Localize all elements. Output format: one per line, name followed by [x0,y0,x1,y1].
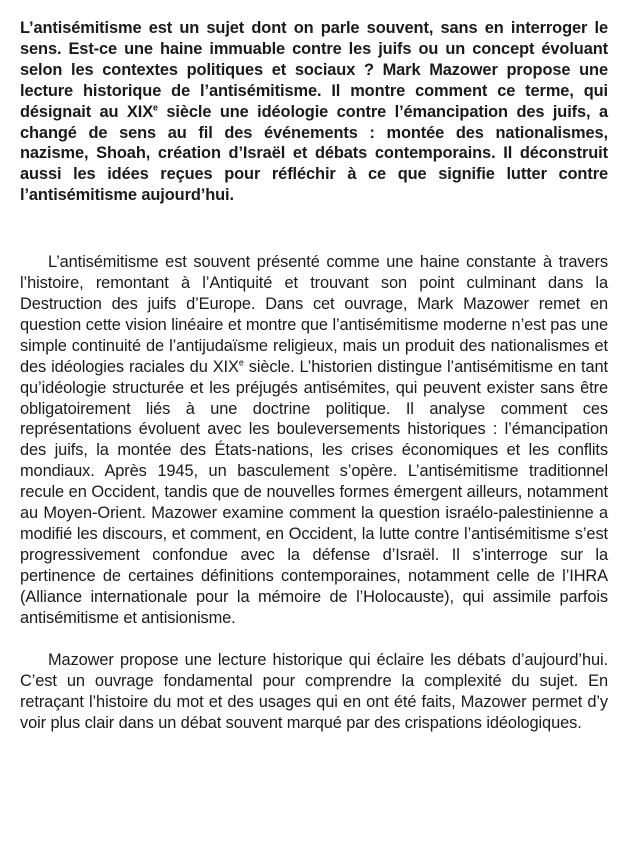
paragraph-1-text-part-1: L’antisémitisme est souvent présenté comme une haine constante à travers l’histoire, remontant à l’Antiquité et trouvant son point culminant dans la Destruction des juifs d’Europe. Dans cet ouvrage, Mark Mazower remet en question cette vision linéaire et montre que l’antisémitisme moderne n’est pas une simple continuité de l’antijudaïsme religieux, mais un produit des nationalismes et des idéologies raciales du XIX [20,253,608,376]
paragraph-1-text-part-2: siècle. L’historien distingue l’antisémitisme en tant qu’idéologie structurée et les préjugés antisémites, qui peuvent exister sans être obligatoirement liés à une doctrine politique. Il analyse comment ces représentations évoluent avec les bouleversements historiques : l’émancipation des juifs, la montée des États-nations, les crises économiques et les conflits mondiaux. Après 1945, un basculement s’opère. L’antisémitisme traditionnel recule en Occident, tandis que de nouvelles formes émergent ailleurs, notamment au Moyen-Orient. Mazower examine comment la question israélo-palestinienne a modifié les discours, et comment, en Occident, la lutte contre l’antisémitisme s’est progressivement confondue avec la défense d’Israël. Il s’interroge sur la pertinence de certaines définitions contemporaines, notamment celle de l’IHRA (Alliance internationale pour la mémoire de l’Holocauste), qui assimile parfois antisémitisme et antisionisme. [20,357,608,627]
intro-text-part-1: L’antisémitisme est un sujet dont on parle souvent, sans en interroger le sens. Est-ce une haine immuable contre les juifs ou un concept évoluant selon les contextes politiques et sociaux ? Mark Mazower propose une lecture historique de l’antisémitisme. Il montre comment ce terme, qui désignait au XIX [20,19,608,121]
document-page [20,18,608,734]
intro-paragraph [20,18,608,206]
body-paragraph-2 [20,650,608,734]
body-paragraph-1 [20,252,608,628]
intro-text-part-2: siècle une idéologie contre l’émancipation des juifs, a changé de sens au fil des événements : montée des nationalismes, nazisme, Shoah, création d’Israël et débats contemporains. Il déconstruit aussi les idées reçues pour réfléchir à ce que signifie lutter contre l’antisémitisme aujourd’hui. [20,102,608,205]
paragraph-2-text: Mazower propose une lecture historique qui éclaire les débats d’aujourd’hui. C’est un ouvrage fondamental pour comprendre la complexité du sujet. En retraçant l’histoire du mot et des usages qui en ont été faits, Mazower permet d’y voir plus clair dans un débat souvent marqué par des crispations idéologiques. [20,651,608,733]
paragraph-1-superscript: e [238,357,244,368]
intro-superscript: e [153,102,158,113]
